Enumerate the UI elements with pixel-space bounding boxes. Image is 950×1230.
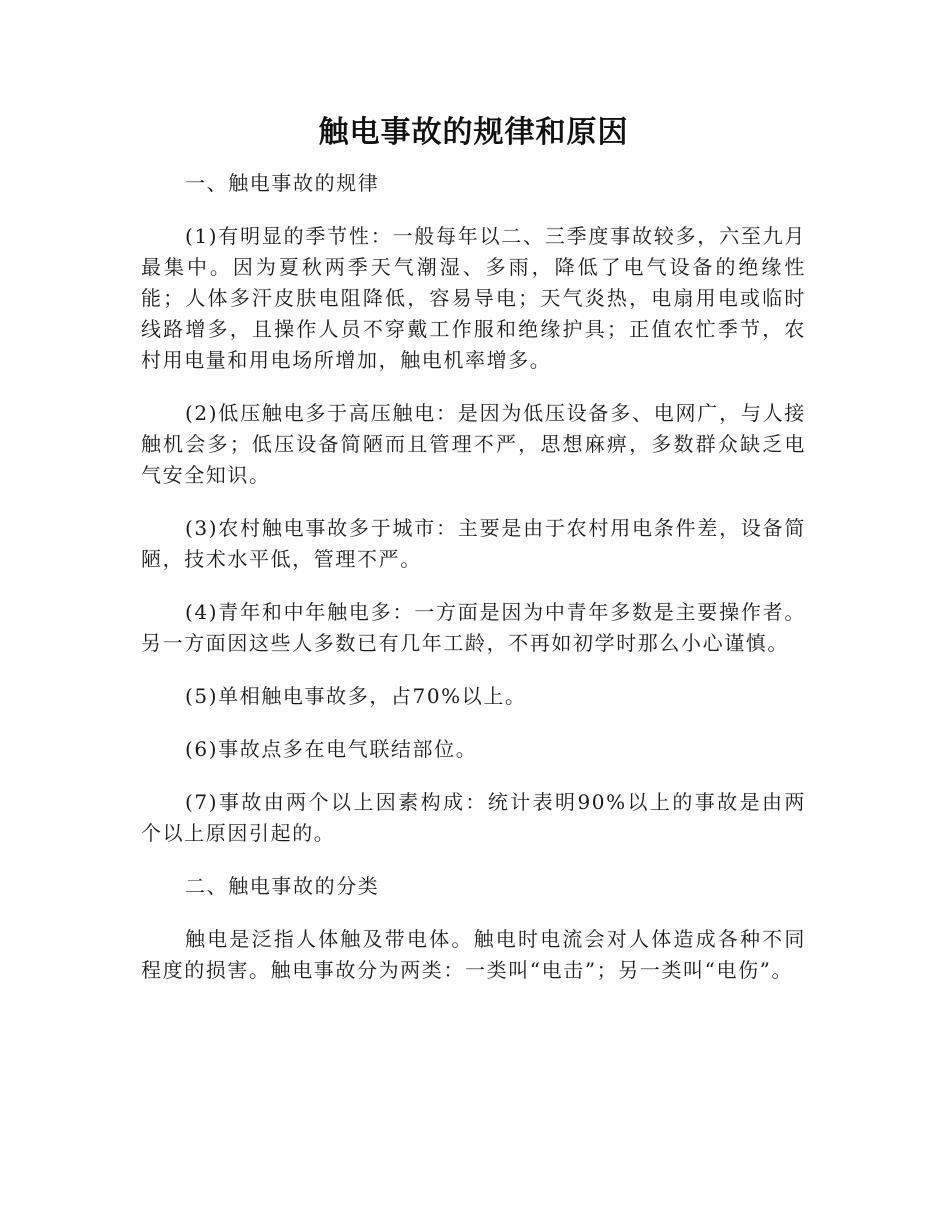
section-heading-1: 一、触电事故的规律	[185, 171, 380, 195]
paragraph-1: (1)有明显的季节性：一般每年以二、三季度事故较多，六至九月最集中。因为夏秋两季天气潮湿、多雨，降低了电气设备的绝缘性能；人体多汗皮肤电阻降低，容易导电；天气炎热，电扇用电或临时线路增多，且操作人员不穿戴工作服和绝缘护具；正值农忙季节，农村用电量和用电场所增加，触电机率增多。	[141, 224, 806, 372]
section-heading-2: 二、触电事故的分类	[185, 874, 380, 898]
paragraph-6: (6)事故点多在电气联结部位。	[185, 737, 478, 761]
paragraph-8: 触电是泛指人体触及带电体。触电时电流会对人体造成各种不同程度的损害。触电事故分为两类：一类叫“电击”；另一类叫“电伤”。	[141, 927, 806, 982]
paragraph-7: (7)事故由两个以上因素构成：统计表明90%以上的事故是由两个以上原因引起的。	[141, 790, 806, 845]
paragraph-3: (3)农村触电事故多于城市：主要是由于农村用电条件差，设备简陋，技术水平低，管理不严。	[141, 516, 806, 571]
paragraph-2: (2)低压触电多于高压触电：是因为低压设备多、电网广，与人接触机会多；低压设备简陋而且管理不严，思想麻痹，多数群众缺乏电气安全知识。	[141, 401, 806, 487]
paragraph-4: (4)青年和中年触电多：一方面是因为中青年多数是主要操作者。另一方面因这些人多数已有几年工龄，不再如初学时那么小心谨慎。	[141, 600, 806, 655]
document-title: 触电事故的规律和原因	[318, 115, 629, 150]
document-page	[141, 112, 806, 986]
paragraph-5: (5)单相触电事故多，占70%以上。	[185, 684, 527, 708]
